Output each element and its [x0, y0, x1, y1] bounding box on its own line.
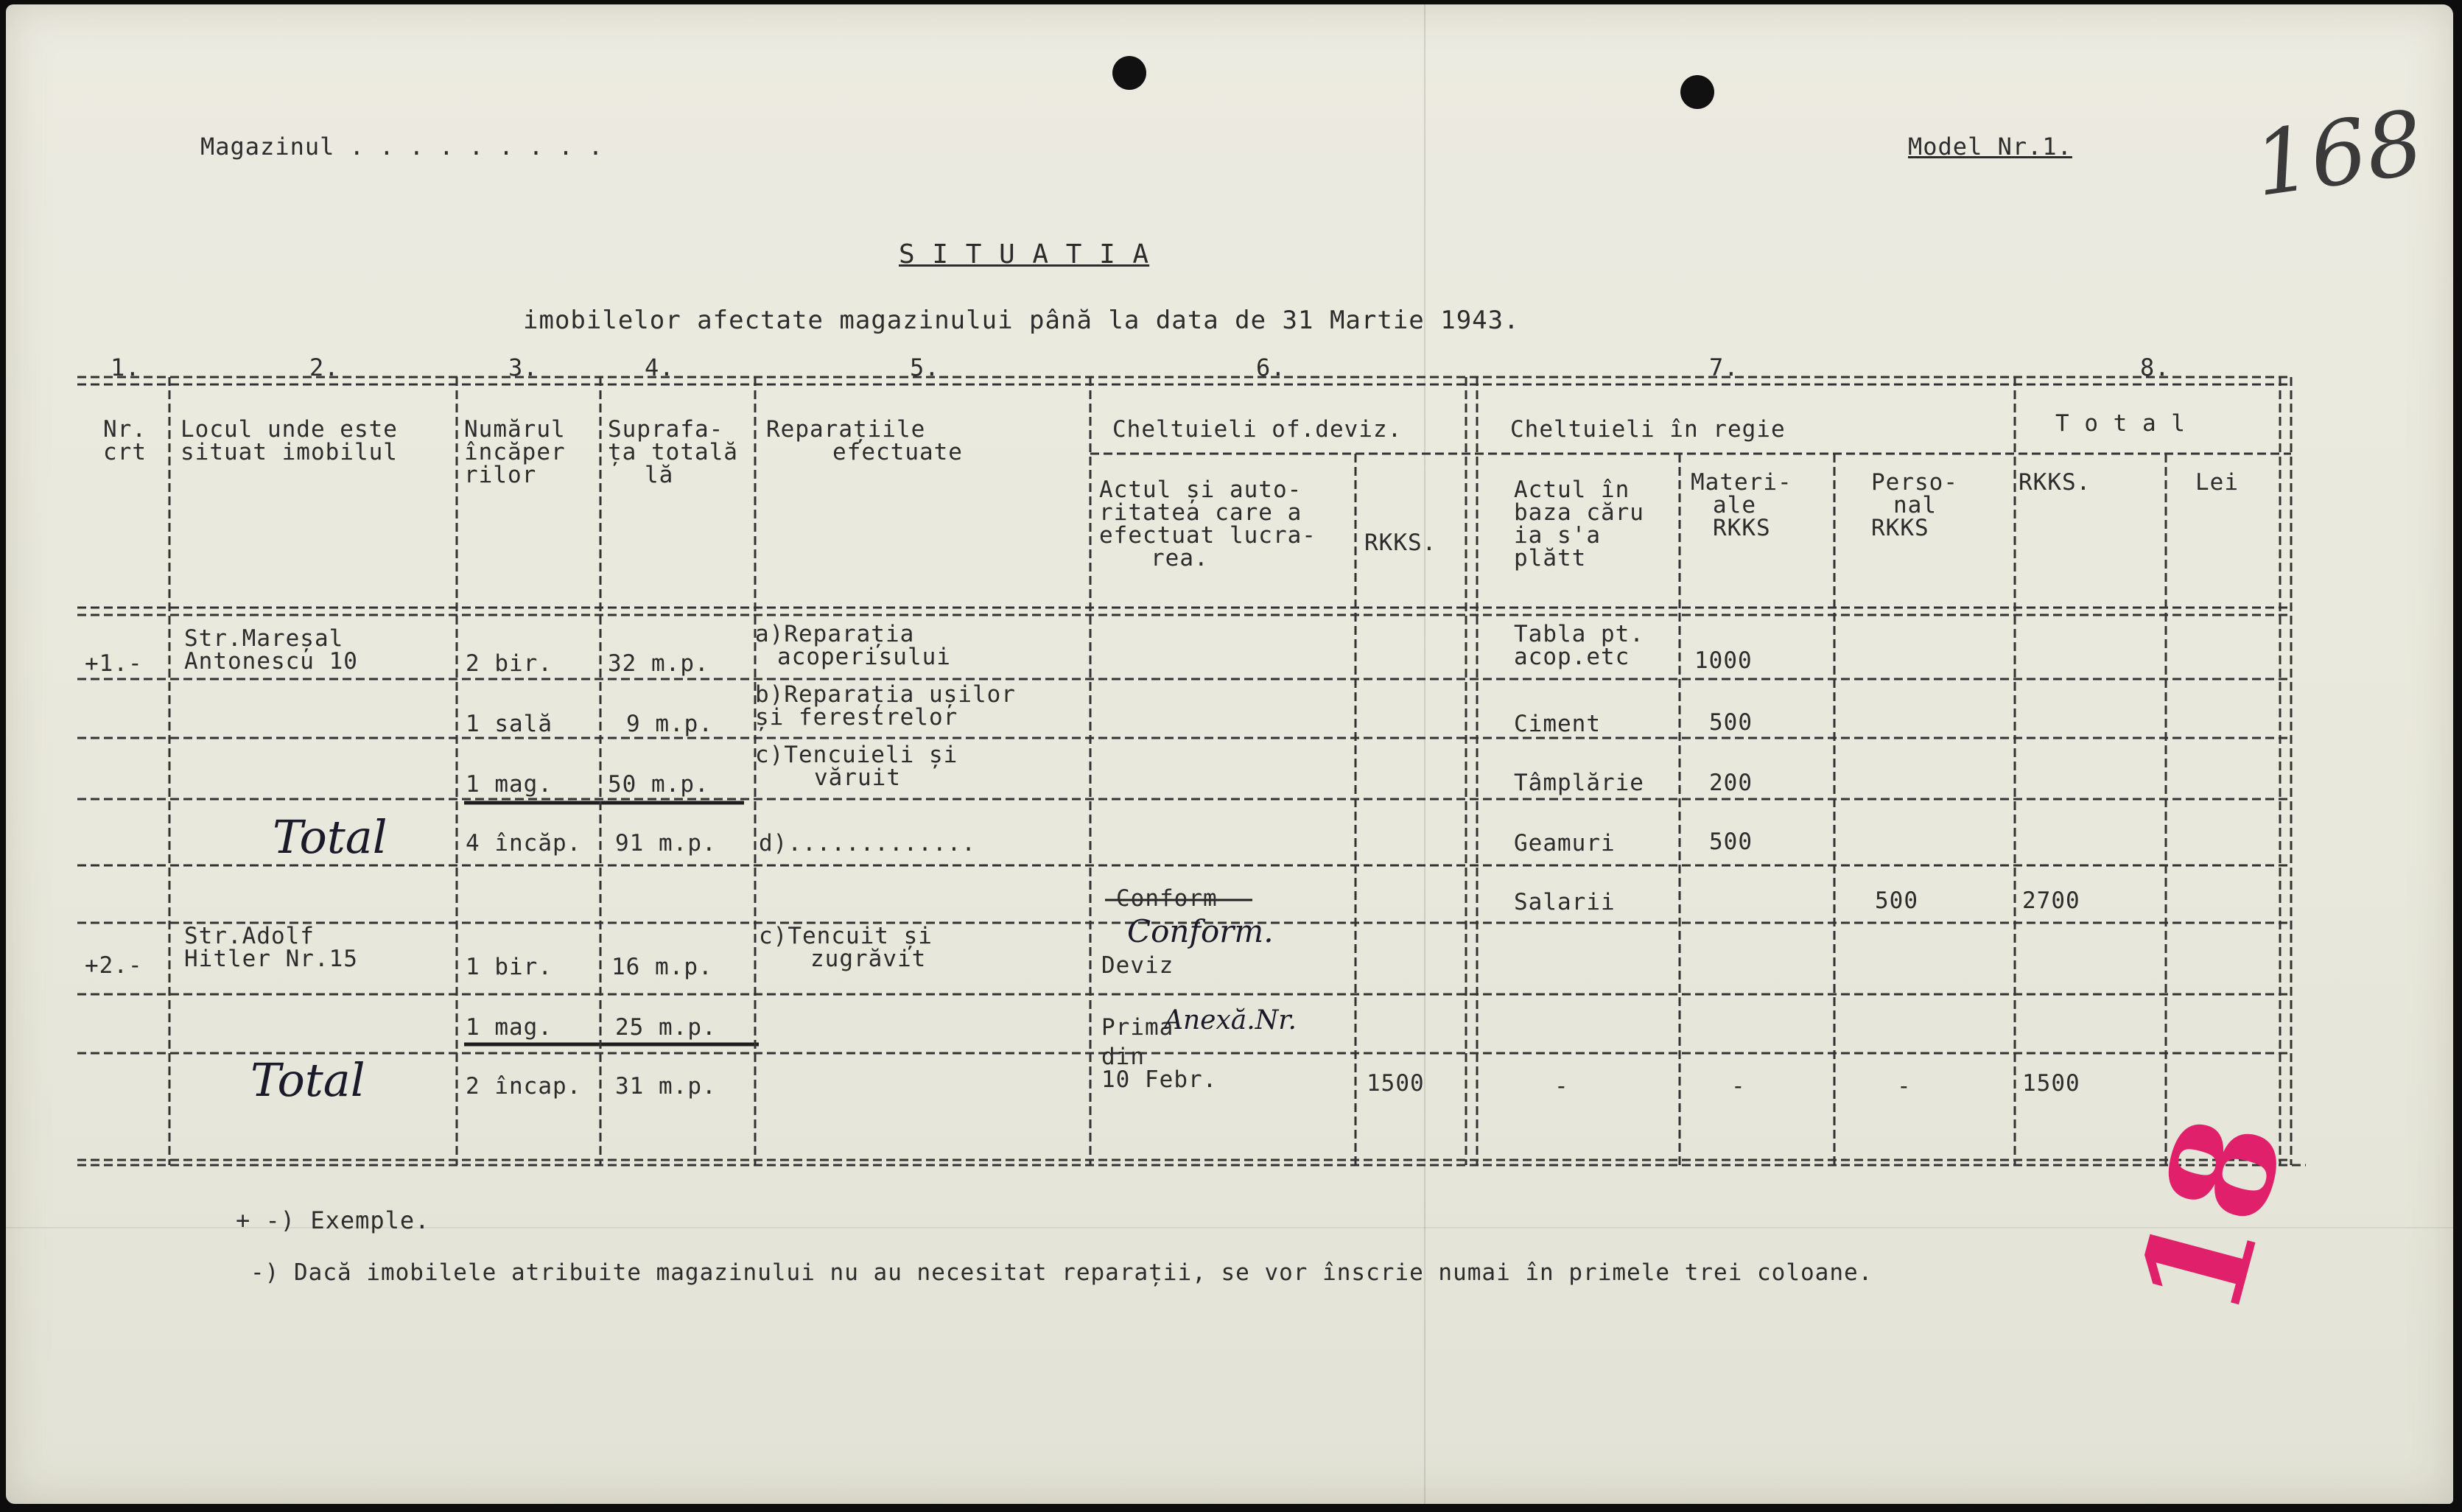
header-suprafata-line1: Suprafa-: [608, 416, 724, 443]
header-personal: [1871, 471, 1958, 540]
row1-locul-line1: Str.Mareșal: [184, 625, 344, 652]
header-locul-line1: Locul unde este: [180, 416, 398, 443]
row1-actul-line2: acop.etc: [1514, 644, 1630, 670]
row6-reparatii: [759, 925, 933, 971]
row2-actul: Ciment: [1514, 711, 1601, 737]
header-actul-line1: Actul și auto-: [1099, 477, 1302, 503]
header-actul-line4: rea.: [1151, 545, 1209, 572]
row1-locul: [184, 627, 358, 673]
row4-total-handwritten: Total: [273, 810, 387, 864]
row4-suprafata: 91 m.p.: [615, 830, 717, 857]
row6-conform-handwritten: Conform.: [1127, 913, 1274, 949]
colnum-3: 3.: [508, 354, 539, 381]
row2-materiale: 500: [1709, 709, 1753, 736]
row8-suprafata: 31 m.p.: [615, 1073, 717, 1100]
row4-materiale: 500: [1709, 829, 1753, 855]
header-total: T o t a l: [2055, 410, 2186, 437]
row8-personal: -: [1897, 1073, 1912, 1100]
colnum-6: 6.: [1256, 354, 1286, 381]
row8-numarul: 2 încap.: [466, 1073, 582, 1100]
header-cheltuieli-deviz: Cheltuieli of.deviz.: [1112, 416, 1403, 443]
row6-suprafata: 16 m.p.: [611, 954, 713, 980]
header-actul-baza: [1514, 479, 1644, 570]
header-nr-line1: Nr.: [103, 416, 147, 443]
model-label: Model Nr.1.: [1908, 133, 2072, 161]
row3-reparatii-line2: văruit: [814, 764, 901, 791]
row1-suprafata: 32 m.p.: [608, 650, 709, 677]
header-materiale-line1: Materi-: [1691, 469, 1792, 496]
row8-regie-actul: -: [1554, 1073, 1569, 1100]
row4-numarul: 4 încăp.: [466, 830, 582, 857]
row1-reparatii-line1: a)Reparația: [755, 621, 915, 647]
header-numarul-line3: rilor: [464, 462, 537, 488]
row3-suprafata: 50 m.p.: [608, 771, 709, 798]
row8-total-handwritten: Total: [250, 1053, 365, 1107]
header-numarul-line1: Numărul: [464, 416, 566, 443]
colnum-4: 4.: [645, 354, 675, 381]
row2-reparatii-line2: și ferestrelor: [755, 704, 958, 731]
row2-reparatii-line1: b)Reparația ușilor: [755, 681, 1016, 708]
header-baza-line2: baza căru: [1514, 499, 1644, 526]
row1-locul-line2: Antonescu 10: [184, 648, 358, 675]
row2-suprafata: 9 m.p.: [626, 711, 713, 737]
header-materiale: [1691, 471, 1792, 540]
header-actul-autoritatea: [1099, 479, 1316, 570]
row5-conform-struck: Conform: [1116, 885, 1218, 912]
header-actul-line3: efectuat lucra-: [1099, 522, 1316, 549]
row2-numarul: 1 sală: [466, 711, 553, 737]
header-rkks-deviz: RKKS.: [1364, 530, 1437, 556]
header-personal-line2: nal: [1893, 492, 1937, 518]
colnum-8: 8.: [2140, 354, 2170, 381]
header-total-rkks: RKKS.: [2019, 469, 2091, 496]
header-personal-line3: RKKS: [1871, 515, 1929, 541]
row6-numarul: 1 bir.: [466, 954, 553, 980]
row1-reparatii-line2: acoperisului: [777, 644, 951, 670]
row6-actul: Deviz: [1101, 952, 1174, 979]
row8-total-rkks: 1500: [2022, 1070, 2080, 1097]
row8-actul-line1: din: [1101, 1044, 1145, 1070]
header-numarul: [464, 418, 566, 487]
handwritten-page-number: 168: [2248, 91, 2430, 217]
document-subtitle: imobilelor afectate magazinului până la data de 31 Martie 1943.: [523, 306, 1520, 335]
header-locul-line2: situat imobilul: [180, 439, 398, 465]
row6-reparatii-line2: zugrăvit: [810, 946, 927, 972]
row5-actul: Salarii: [1514, 889, 1616, 915]
footnote-exemple: + -) Exemple.: [236, 1206, 430, 1234]
footnote-explanation: -) Dacă imobilele atribuite magazinului nu au necesitat reparații, se vor înscrie numai în primele trei coloane.: [250, 1259, 1873, 1286]
header-numarul-line2: încăper: [464, 439, 566, 465]
row1-reparatii: [755, 623, 951, 669]
header-suprafata-line3: lă: [645, 462, 674, 488]
header-suprafata: [608, 418, 738, 487]
row7-numarul: 1 mag.: [466, 1014, 553, 1041]
header-personal-line1: Perso-: [1871, 469, 1958, 496]
row3-reparatii: [755, 744, 958, 790]
row1-numarul: 2 bir.: [466, 650, 553, 677]
row6-nr: +2.-: [85, 952, 143, 979]
header-reparatii-line2: efectuate: [832, 439, 963, 465]
header-baza-line3: ia s'a: [1514, 522, 1601, 549]
row8-materiale: -: [1731, 1073, 1746, 1100]
header-baza-line1: Actul în: [1514, 477, 1630, 503]
row5-personal: 500: [1875, 887, 1918, 914]
row7-actul: Prima: [1101, 1014, 1174, 1041]
header-materiale-line3: RKKS: [1713, 515, 1771, 541]
row7-anexa-handwritten: Anexă.Nr.: [1164, 1005, 1297, 1035]
header-cheltuieli-regie: Cheltuieli în regie: [1510, 416, 1786, 443]
row6-locul-line2: Hitler Nr.15: [184, 946, 358, 972]
row8-actul: [1101, 1046, 1217, 1091]
row4-reparatii: d).............: [759, 830, 976, 857]
colnum-5: 5.: [910, 354, 940, 381]
header-suprafata-line2: ța totală: [608, 439, 738, 465]
row3-materiale: 200: [1709, 770, 1753, 796]
colnum-7: 7.: [1709, 354, 1739, 381]
header-total-lei: Lei: [2195, 469, 2239, 496]
document-title: S I T U A T I A: [899, 239, 1150, 270]
row8-rkks-deviz: 1500: [1367, 1070, 1425, 1097]
row8-actul-line2: 10 Febr.: [1101, 1066, 1218, 1093]
row3-actul: Tâmplărie: [1514, 770, 1644, 796]
row1-actul-line1: Tabla pt.: [1514, 621, 1644, 647]
header-locul: [180, 418, 398, 464]
row1-nr: +1.-: [85, 650, 143, 677]
header-reparatii-line1: Reparațiile: [766, 416, 926, 443]
row6-locul: [184, 925, 358, 971]
row4-actul: Geamuri: [1514, 830, 1616, 857]
header-materiale-line2: ale: [1713, 492, 1756, 518]
row3-reparatii-line1: c)Tencuieli și: [755, 742, 958, 768]
header-nr: [103, 418, 147, 464]
row2-reparatii: [755, 683, 1016, 729]
row6-reparatii-line1: c)Tencuit și: [759, 923, 933, 949]
header-baza-line4: plătt: [1514, 545, 1587, 572]
colnum-1: 1.: [111, 354, 141, 381]
store-label: Magazinul . . . . . . . . .: [200, 133, 604, 161]
row1-materiale: 1000: [1694, 647, 1753, 674]
red-pencil-mark: 18: [2107, 1100, 2317, 1332]
header-reparatii: [766, 418, 963, 464]
colnum-2: 2.: [309, 354, 340, 381]
header-actul-line2: ritatea care a: [1099, 499, 1302, 526]
row1-actul: [1514, 623, 1644, 669]
row6-locul-line1: Str.Adolf: [184, 923, 315, 949]
row3-numarul: 1 mag.: [466, 771, 553, 798]
row7-suprafata: 25 m.p.: [615, 1014, 717, 1041]
row5-total-rkks: 2700: [2022, 887, 2080, 914]
header-nr-line2: crt: [103, 439, 147, 465]
